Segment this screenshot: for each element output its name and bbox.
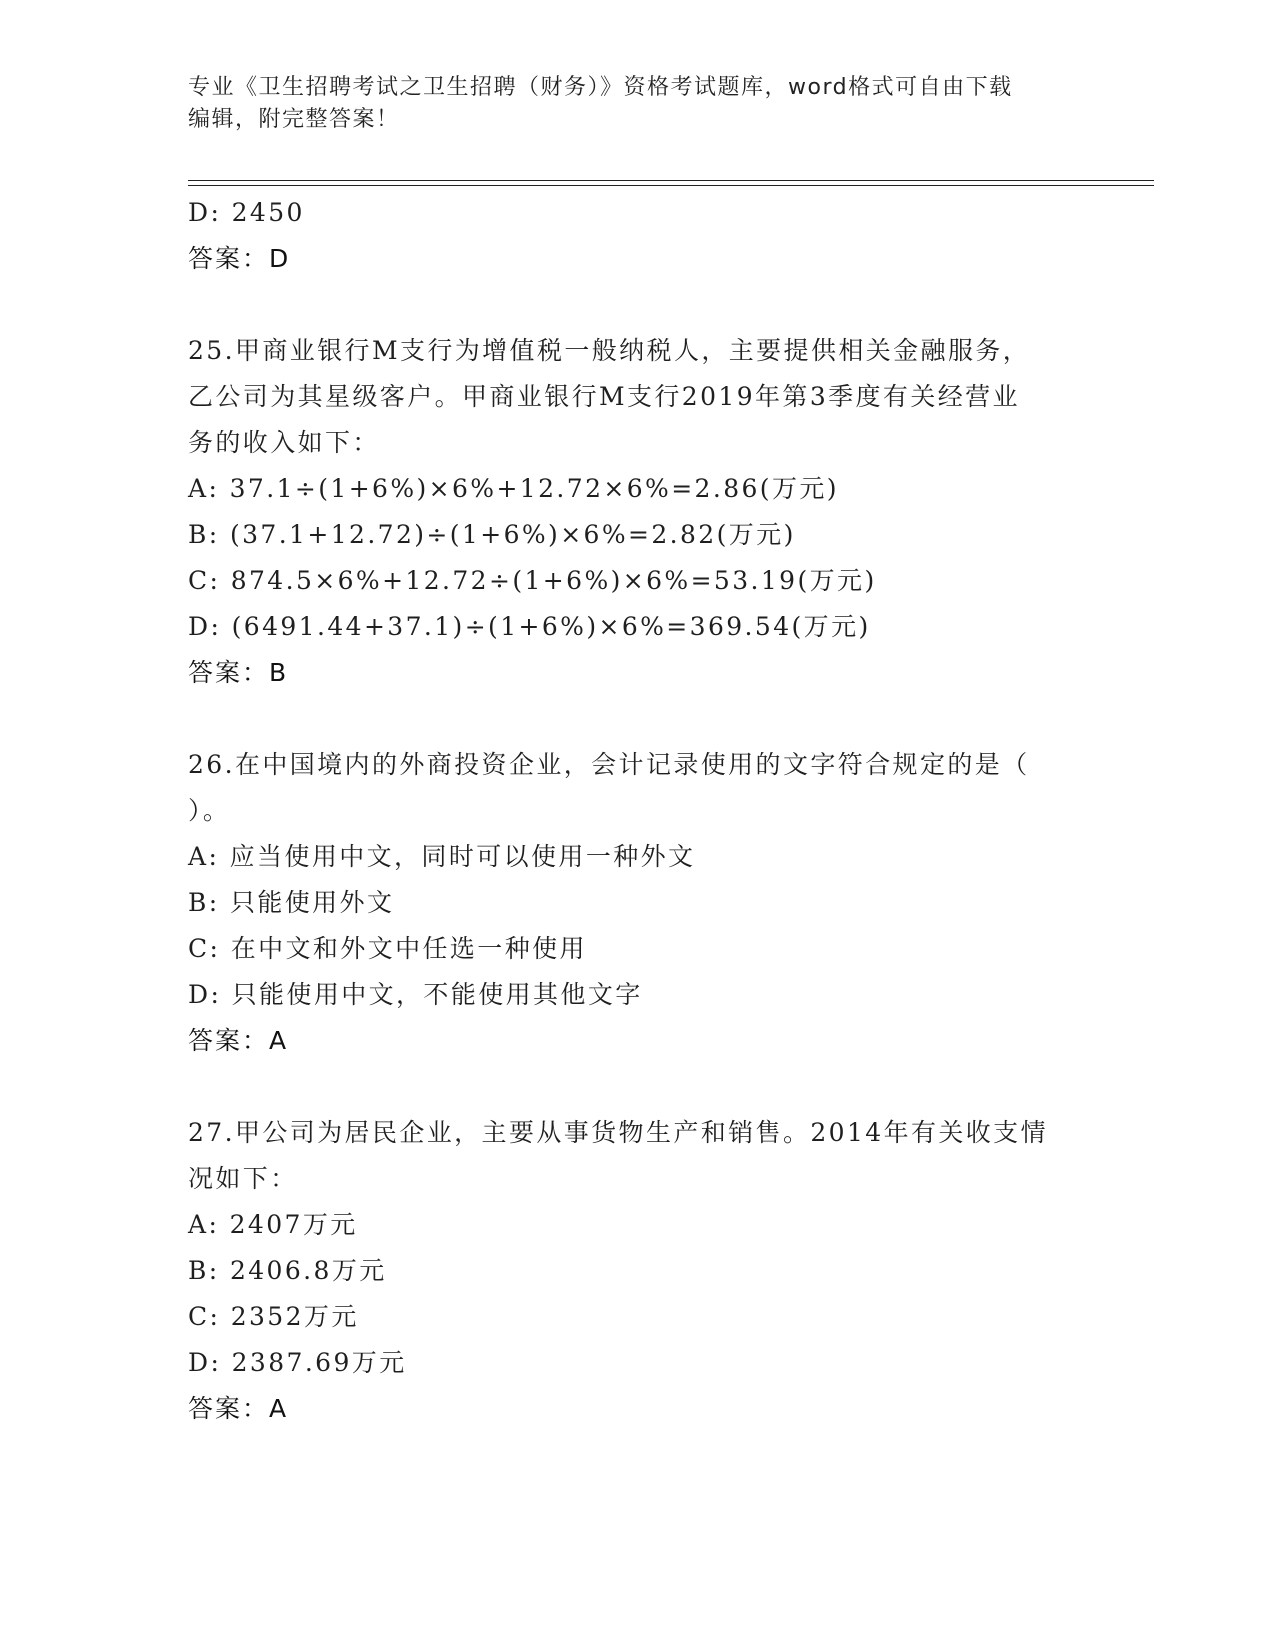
header-line-1: 专业《卫生招聘考试之卫生招聘（财务）》资格考试题库，word格式可自由下载 <box>188 75 1013 100</box>
page-header <box>188 72 1088 136</box>
q26-option-a: A: 应当使用中文，同时可以使用一种外文 <box>188 842 696 871</box>
q26-text-line-1: 26.在中国境内的外商投资企业，会计记录使用的文字符合规定的是（ <box>188 750 1030 779</box>
q27-option-d: D: 2387.69万元 <box>188 1348 407 1377</box>
question-25 <box>188 328 1088 696</box>
q26-answer: 答案：A <box>188 1026 289 1055</box>
q27-answer: 答案：A <box>188 1394 289 1423</box>
q25-text-line-2: 乙公司为其星级客户。甲商业银行M支行2019年第3季度有关经营业 <box>188 382 1020 411</box>
header-divider-top <box>188 180 1154 181</box>
q27-option-c: C: 2352万元 <box>188 1302 359 1331</box>
q26-option-b: B: 只能使用外文 <box>188 888 395 917</box>
q25-answer: 答案：B <box>188 658 289 687</box>
question-list <box>188 190 1088 1432</box>
header-divider-bottom <box>188 185 1154 186</box>
q27-option-b: B: 2406.8万元 <box>188 1256 387 1285</box>
q27-option-a: A: 2407万元 <box>188 1210 358 1239</box>
question-27 <box>188 1110 1088 1432</box>
prev-answer: 答案：D <box>188 244 291 273</box>
header-line-2: 编辑，附完整答案！ <box>188 107 400 132</box>
q25-text-line-1: 25.甲商业银行M支行为增值税一般纳税人，主要提供相关金融服务， <box>188 336 1031 365</box>
q26-option-d: D: 只能使用中文，不能使用其他文字 <box>188 980 643 1009</box>
q27-text-line-1: 27.甲公司为居民企业，主要从事货物生产和销售。2014年有关收支情 <box>188 1118 1048 1147</box>
question-26 <box>188 742 1088 1064</box>
q25-option-c: C: 874.5×6%+12.72÷(1+6%)×6%=53.19(万元) <box>188 566 877 595</box>
q25-option-b: B: (37.1+12.72)÷(1+6%)×6%=2.82(万元) <box>188 520 796 549</box>
q25-option-a: A: 37.1÷(1+6%)×6%+12.72×6%=2.86(万元) <box>188 474 839 503</box>
q27-text-line-2: 况如下： <box>188 1164 298 1193</box>
q26-text-line-2: ）。 <box>188 796 231 825</box>
q26-option-c: C: 在中文和外文中任选一种使用 <box>188 934 587 963</box>
q25-option-d: D: (6491.44+37.1)÷(1+6%)×6%=369.54(万元) <box>188 612 871 641</box>
q25-text-line-3: 务的收入如下： <box>188 428 380 457</box>
prev-option-d: D: 2450 <box>188 198 305 227</box>
